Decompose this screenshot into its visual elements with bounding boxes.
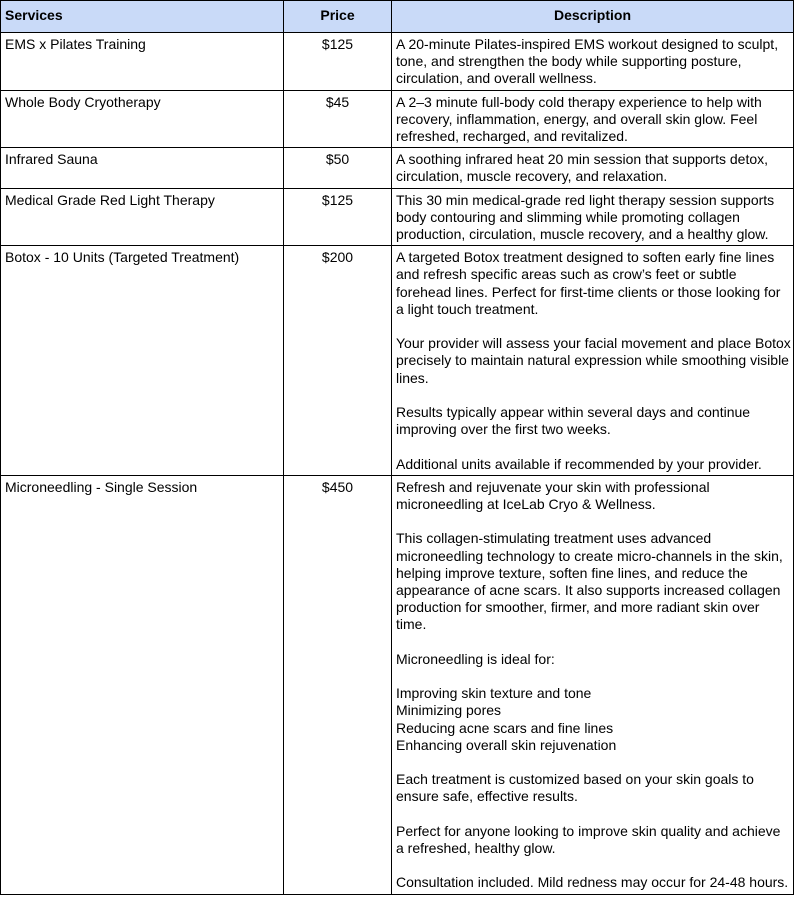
- description-cell: [392, 148, 794, 188]
- price-cell: $125: [284, 188, 392, 246]
- price-cell: $125: [284, 33, 392, 91]
- header-price: Price: [284, 1, 392, 33]
- header-description: Description: [392, 1, 794, 33]
- description-paragraph: Your provider will assess your facial movement and place Botox precisely to maintain natural expression while smoothing visible lines.: [396, 335, 791, 386]
- service-cell: Whole Body Cryotherapy: [1, 90, 284, 148]
- description-paragraph: Microneedling is ideal for:: [396, 650, 555, 667]
- service-cell: Botox - 10 Units (Targeted Treatment): [1, 246, 284, 476]
- description-cell: [392, 188, 794, 246]
- table-row: [1, 33, 794, 91]
- description-paragraph: A 20-minute Pilates-inspired EMS workout designed to sculpt, tone, and strengthen the body while supporting posture, circulation, and overall wellness.: [396, 36, 779, 87]
- service-cell: Medical Grade Red Light Therapy: [1, 188, 284, 246]
- description-paragraph: Refresh and rejuvenate your skin with professional microneedling at IceLab Cryo & Wellness.: [396, 478, 710, 513]
- ideal-for-item: Enhancing overall skin rejuvenation: [396, 736, 617, 753]
- table-row: [1, 246, 794, 476]
- table-row: [1, 188, 794, 246]
- table-row: [1, 475, 794, 894]
- price-cell: $450: [284, 475, 392, 894]
- description-paragraph: Consultation included. Mild redness may occur for 24-48 hours.: [396, 874, 789, 891]
- description-paragraph: Perfect for anyone looking to improve skin quality and achieve a refreshed, healthy glow.: [396, 822, 781, 857]
- description-cell: [392, 90, 794, 148]
- service-cell: Infrared Sauna: [1, 148, 284, 188]
- description-cell: [392, 33, 794, 91]
- description-paragraph: This collagen-stimulating treatment uses advanced microneedling technology to create micro-channels in the skin, helping improve texture, soften fine lines, and reduce the appearance of acne scars. It also supports increased collagen production for smoother, firmer, and more radiant skin over time.: [396, 530, 783, 633]
- table-row: [1, 148, 794, 188]
- description-cell: [392, 246, 794, 476]
- service-cell: Microneedling - Single Session: [1, 475, 284, 894]
- service-cell: EMS x Pilates Training: [1, 33, 284, 91]
- description-paragraph: Each treatment is customized based on your skin goals to ensure safe, effective results.: [396, 771, 754, 805]
- table-row: [1, 90, 794, 148]
- header-row: [1, 1, 794, 33]
- table-header: [1, 1, 794, 33]
- description-paragraph: This 30 min medical-grade red light therapy session supports body contouring and slimming while promoting collagen production, circulation, muscle recovery, and a healthy glow.: [396, 191, 775, 243]
- description-paragraph: A targeted Botox treatment designed to soften early fine lines and refresh specific areas such as crow’s feet or subtle forehead lines. Perfect for first-time clients or those looking for a light touch treatment.: [396, 249, 781, 317]
- ideal-for-list: [396, 685, 791, 754]
- table-body: [1, 33, 794, 895]
- price-cell: $50: [284, 148, 392, 188]
- description-paragraph: A soothing infrared heat 20 min session that supports detox, circulation, muscle recovery, and relaxation.: [396, 151, 769, 185]
- header-services: Services: [1, 1, 284, 33]
- price-cell: $45: [284, 90, 392, 148]
- price-cell: $200: [284, 246, 392, 476]
- ideal-for-item: Minimizing pores: [396, 702, 502, 719]
- description-paragraph: Results typically appear within several days and continue improving over the first two weeks.: [396, 404, 751, 438]
- description-paragraph: A 2–3 minute full-body cold therapy experience to help with recovery, inflammation, energy, and overall skin glow. Feel refreshed, recharged, and revitalized.: [396, 93, 762, 145]
- ideal-for-item: Improving skin texture and tone: [396, 685, 592, 702]
- description-paragraph: Additional units available if recommended by your provider.: [396, 455, 762, 472]
- ideal-for-item: Reducing acne scars and fine lines: [396, 719, 614, 736]
- description-cell: [392, 475, 794, 894]
